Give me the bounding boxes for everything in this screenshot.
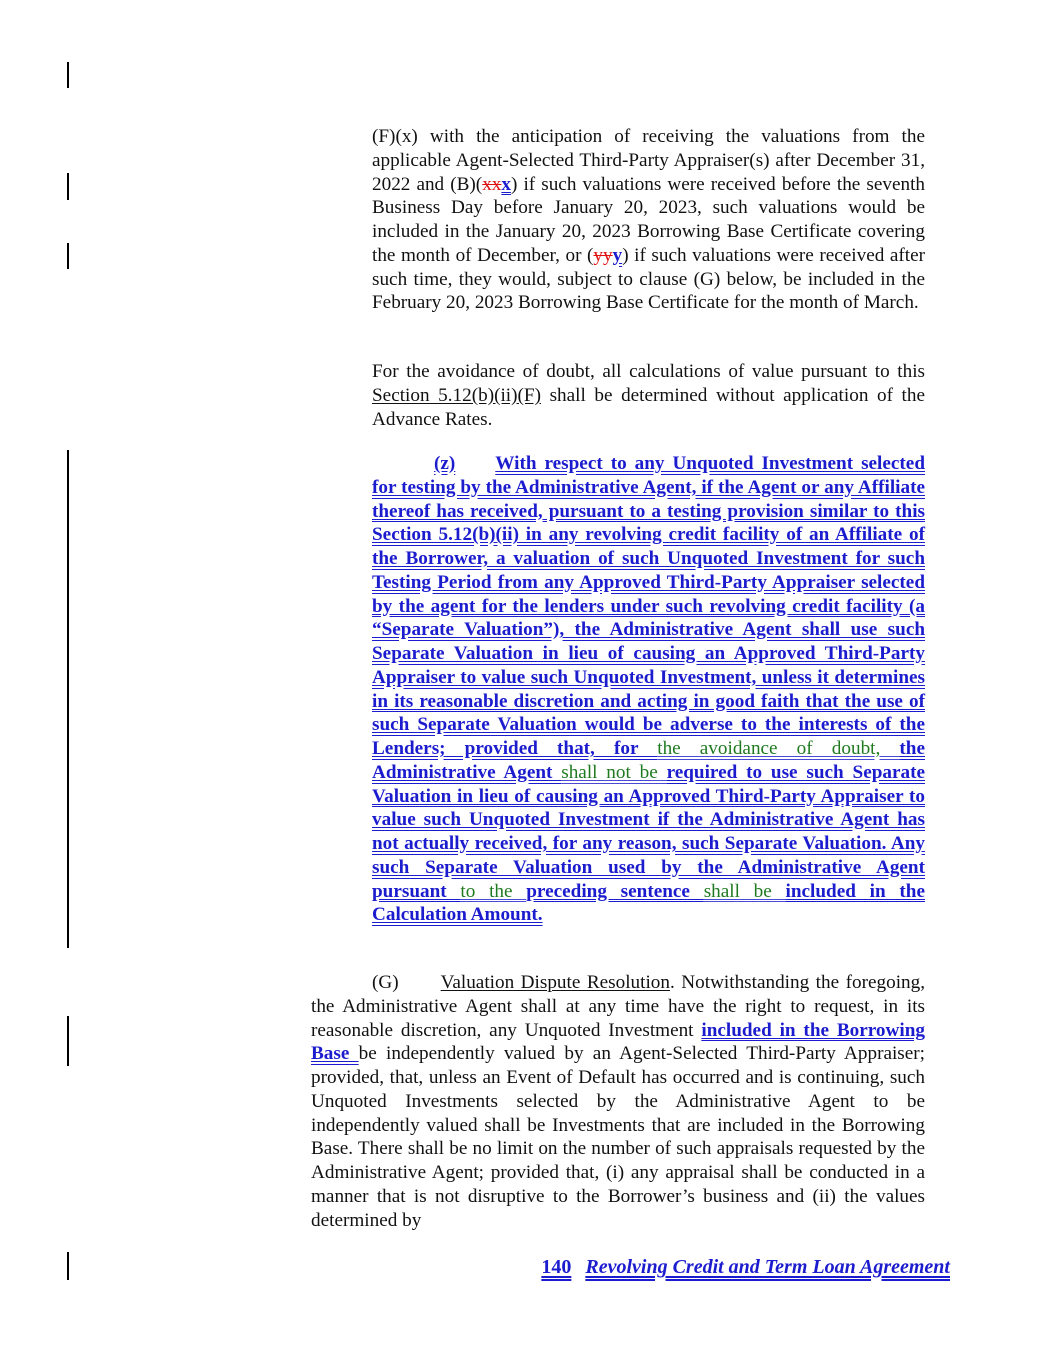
change-bar xyxy=(67,243,69,269)
inserted-text: included in the Calculation Amount. xyxy=(372,880,925,926)
change-bar xyxy=(67,62,69,88)
paragraph-avoidance-of-doubt xyxy=(372,360,925,431)
text-run: ) if such valuations were received after such time, they would, subject to clause (G) below, be included in the February 20, 2023 Borrowing Base Certificate for the month of March. xyxy=(372,244,925,314)
inserted-text: x xyxy=(501,173,511,195)
inserted-text: y xyxy=(612,244,623,266)
moved-text: shall be xyxy=(703,880,786,902)
moved-text: the avoidance of doubt, xyxy=(657,738,900,759)
moved-text: shall not be xyxy=(561,761,667,783)
text-run: For the avoidance of doubt, all calculations of value pursuant to this xyxy=(372,361,925,382)
inserted-text: preceding sentence xyxy=(526,880,704,902)
inserted-text: (z) xyxy=(434,453,456,474)
text-run: ) if such valuations were received before the seventh Business Day before January 20, 2023, such valuations would be included in the January 20, 2023 Borrowing Base Certificate covering the month of December, or ( xyxy=(372,173,926,266)
inserted-text: With respect to any Unquoted Investment selected for testing by the Administrative Agent, if the Agent or any Affiliate thereof has received, pursuant to a testing provision similar to this Section 5.12(b)(ii) in any revolving credit facility of an Affiliate of the Borrower, a valuation of such Unquoted Investment for such Testing Period from any Approved Third-Party Appraiser selected by the agent for the lenders under such revolving credit facility (a “Separate Valuation”), the Administrative Agent shall use such Separate Valuation in lieu of causing an Approved Third-Party Appraiser to value such Unquoted Investment, unless it determines in its reasonable discretion and acting in good faith that the use of such Separate Valuation would be adverse to the interests of the Lenders; provided that, for xyxy=(372,453,925,759)
inserted-text: the Administrative Agent xyxy=(372,738,925,783)
deleted-text: yy xyxy=(593,244,613,266)
moved-text: to the xyxy=(460,880,527,902)
change-bar xyxy=(67,450,69,948)
page-footer xyxy=(541,1256,950,1280)
paragraph-clause-f-x xyxy=(372,125,925,315)
paragraph-clause-g xyxy=(311,971,925,1232)
document-title: Revolving Credit and Term Loan Agreement xyxy=(585,1256,950,1278)
text-run: shall be determined without application of the Advance Rates. xyxy=(372,384,925,430)
text-run: (F)(x) with the anticipation of receiving the valuations from the applicable Agent-Selected Third-Party Appraiser(s) after December 31, 2022 and (B)( xyxy=(372,126,925,195)
underlined-text: Section 5.12(b)(ii)(F) xyxy=(372,384,541,406)
page-number: 140 xyxy=(541,1256,572,1278)
underlined-text: Valuation Dispute Resolution xyxy=(440,972,670,993)
change-bar xyxy=(67,1252,69,1280)
inserted-text: included in the Borrowing Base xyxy=(311,1019,925,1065)
text-run: (G) xyxy=(372,972,399,993)
deleted-text: xx xyxy=(482,173,502,195)
change-bar xyxy=(67,1016,69,1066)
change-bar xyxy=(67,173,69,200)
text-run: be independently valued by an Agent-Selected Third-Party Appraiser; provided, that, unless an Event of Default has occurred and is continuing, such Unquoted Investments selected by the Administrative Agent to be independently valued shall be Investments that are included in the Borrowing Base. There shall be no limit on the number of such appraisals requested by the Administrative Agent; provided that, (i) any appraisal shall be conducted in a manner that is not disruptive to the Borrower’s business and (ii) the values determined by xyxy=(311,1043,926,1231)
inserted-text: required to use such Separate Valuation in lieu of causing an Approved Third-Party Appraiser to value such Unquoted Investment if the Administrative Agent has not actually received, for any reason, such Separate Valuation. Any such Separate Valuation used by the Administrative Agent pursuant xyxy=(372,761,925,902)
paragraph-clause-z xyxy=(372,452,925,927)
text-run: . Notwithstanding the foregoing, the Administrative Agent shall at any time have the right to request, in its reasonable discretion, any Unquoted Investment xyxy=(311,972,926,1041)
